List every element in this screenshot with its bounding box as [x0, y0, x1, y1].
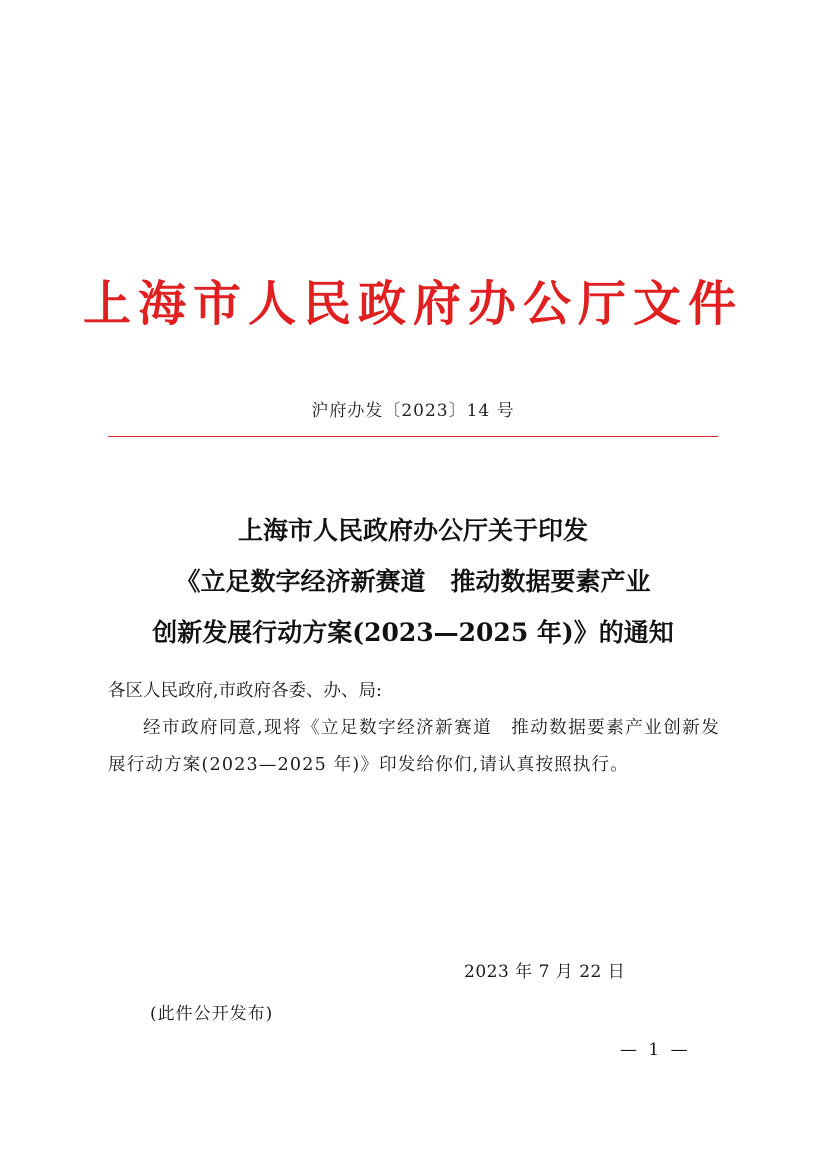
notice-title	[0, 505, 826, 658]
issue-date: 2023 年 7 月 22 日	[464, 962, 626, 982]
body-paragraph: 经市政府同意,现将《立足数字经济新赛道 推动数据要素产业创新发展行动方案(2023—2025 年)》印发给你们,请认真按照执行。	[108, 718, 720, 775]
document-number: 沪府办发〔2023〕14 号	[311, 401, 515, 421]
publication-note: (此件公开发布)	[150, 1004, 274, 1024]
addressee: 各区人民政府,市政府各委、办、局:	[108, 681, 382, 701]
issuing-authority-title: 上海市人民政府办公厅文件	[82, 276, 743, 332]
notice-title-line-1: 上海市人民政府办公厅关于印发	[237, 516, 588, 545]
red-separator-line	[108, 436, 718, 437]
notice-title-line-2: 《立足数字经济新赛道 推动数据要素产业	[175, 567, 651, 596]
page-number: — 1 —	[620, 1040, 691, 1060]
notice-title-line-3: 创新发展行动方案(2023—2025 年)》的通知	[152, 618, 674, 647]
